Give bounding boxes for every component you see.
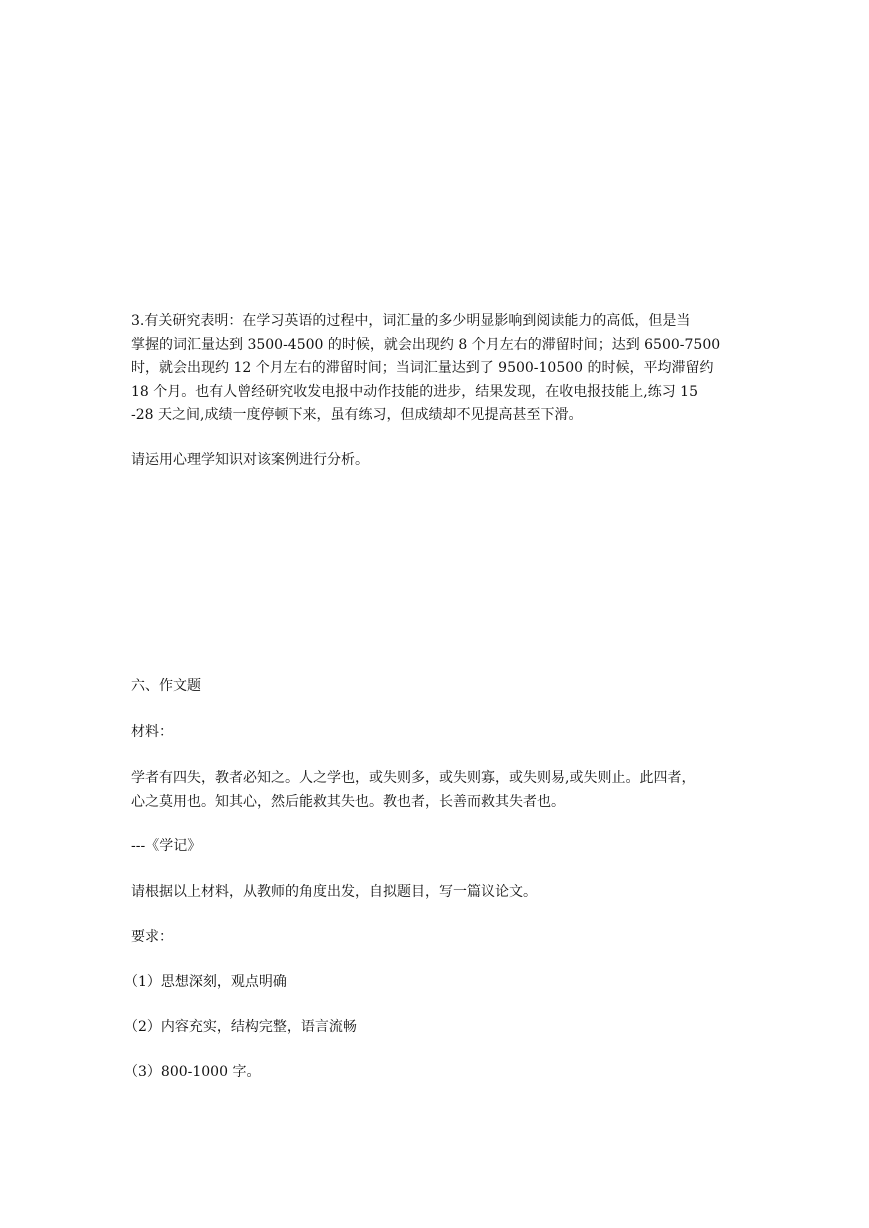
section-6-heading: 六、作文题 xyxy=(131,678,201,694)
material-line: 心之莫用也。知其心，然后能救其失也。教也者，长善而救其失者也。 xyxy=(131,793,565,810)
question-3-line: -28 天之间,成绩一度停顿下来，虽有练习，但成绩却不见提高甚至下滑。 xyxy=(131,407,583,423)
material-label: 材料： xyxy=(131,724,173,740)
requirements-label: 要求： xyxy=(131,929,173,945)
question-3-line: 掌握的词汇量达到 3500-4500 的时候，就会出现约 8 个月左右的滞留时间；达到 6500-7500 xyxy=(131,336,721,353)
question-3-paragraph xyxy=(131,310,771,428)
question-3-line: 3.有关研究表明：在学习英语的过程中，词汇量的多少明显影响到阅读能力的高低，但是当 xyxy=(131,313,691,329)
question-3-prompt: 请运用心理学知识对该案例进行分析。 xyxy=(131,452,369,468)
requirement-3: （3）800-1000 字。 xyxy=(124,1064,261,1080)
requirement-1: （1）思想深刻，观点明确 xyxy=(124,974,287,990)
essay-instruction: 请根据以上材料，从教师的角度出发，自拟题目，写一篇议论文。 xyxy=(131,884,537,900)
material-source: ---《学记》 xyxy=(131,838,202,854)
question-3-line: 时，就会出现约 12 个月左右的滞留时间；当词汇量达到了 9500-10500 的时候，平均滞留约 xyxy=(131,360,714,376)
material-line: 学者有四失，教者必知之。人之学也，或失则多，或失则寡，或失则易,或失则止。此四者， xyxy=(131,770,696,786)
material-paragraph xyxy=(131,767,771,814)
requirement-2: （2）内容充实，结构完整，语言流畅 xyxy=(124,1019,357,1035)
question-3-line: 18 个月。也有人曾经研究收发电报中动作技能的进步，结果发现，在收电报技能上,练习 15 xyxy=(131,383,698,400)
